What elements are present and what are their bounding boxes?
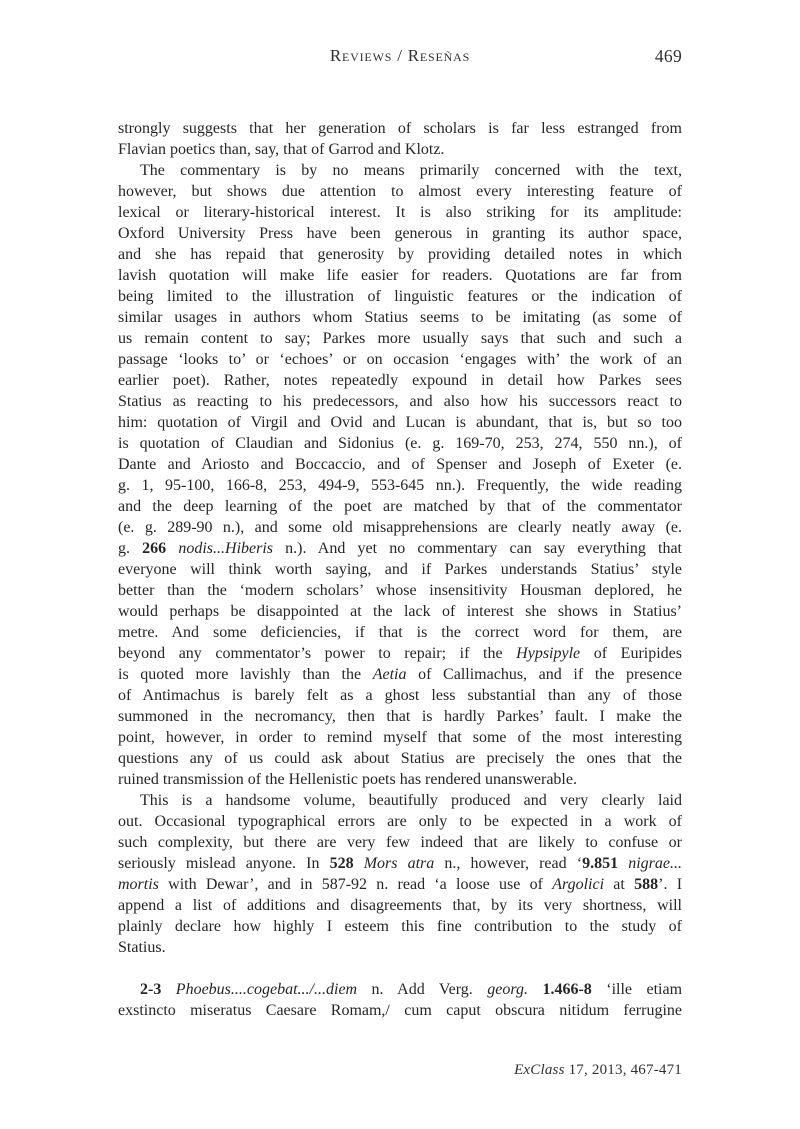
text-line: exstincto miseratus Caesare Romam,/ cum caput obscura nitidum ferrugine	[118, 1002, 682, 1019]
text-line: and the deep learning of the poet are matched by that of the commentator	[118, 498, 682, 515]
running-head-title: Reviews / Reseñas	[329, 46, 471, 65]
text-line: This is a handsome volume, beautifully produced and very clearly laid	[140, 792, 682, 809]
text-line: Statius.	[118, 939, 166, 956]
text-line: beyond any commentator’s power to repair; if the Hypsipyle of Euripides	[118, 645, 682, 662]
text-line: him: quotation of Virgil and Ovid and Lucan is abundant, that is, but so too	[118, 414, 682, 431]
text-line: g. 266 nodis...Hiberis n.). And yet no commentary can say everything that	[118, 540, 682, 557]
text-line: metre. And some deficiencies, if that is the correct word for them, are	[118, 624, 682, 641]
text-line: earlier poet). Rather, notes repeatedly expound in detail how Parkes sees	[118, 372, 682, 389]
review-body	[118, 118, 682, 1021]
text-line: questions any of us could ask about Statius are precisely the ones that the	[118, 750, 682, 767]
text-line: is quotation of Claudian and Sidonius (e. g. 169-70, 253, 274, 550 nn.), of	[118, 435, 682, 452]
journal-citation	[514, 1062, 682, 1079]
journal-name: ExClass	[514, 1062, 565, 1078]
text-line: point, however, in order to remind myself that some of the most interesting	[118, 729, 682, 746]
text-line: mortis with Dewar’, and in 587-92 n. read ‘a loose use of Argolici at 588’. I	[118, 876, 683, 893]
page-content	[118, 46, 682, 1021]
text-line: would perhaps be disappointed at the lack of interest she shows in Statius’	[118, 603, 682, 620]
paragraph	[118, 118, 682, 160]
text-line: seriously mislead anyone. In 528 Mors atra n., however, read ‘9.851 nigrae...	[118, 855, 682, 872]
text-line: Flavian poetics than, say, that of Garrod and Klotz.	[118, 141, 445, 158]
text-line: summoned in the necromancy, then that is hardly Parkes’ fault. I make the	[118, 708, 682, 725]
text-line: such complexity, but there are very few indeed that are likely to confuse or	[118, 834, 682, 851]
text-line: better than the ‘modern scholars’ whose insensitivity Housman deplored, he	[118, 582, 682, 599]
paragraph	[118, 160, 682, 790]
text-line: Oxford University Press have been generous in granting its author space,	[118, 225, 682, 242]
text-line: passage ‘looks to’ or ‘echoes’ or on occasion ‘engages with’ the work of an	[118, 351, 682, 368]
paragraph	[118, 790, 682, 958]
page-number: 469	[654, 46, 682, 66]
text-line: append a list of additions and disagreements that, by its very shortness, will	[118, 897, 682, 914]
text-line: 2-3 Phoebus....cogebat.../...diem n. Add Verg. georg. 1.466-8 ‘ille etiam	[140, 981, 683, 998]
text-line: and she has repaid that generosity by providing detailed notes in which	[118, 246, 682, 263]
text-line: similar usages in authors whom Statius seems to be imitating (as some of	[118, 309, 682, 326]
text-line: strongly suggests that her generation of scholars is far less estranged from	[118, 120, 682, 137]
text-line: lavish quotation will make life easier for readers. Quotations are far from	[118, 267, 682, 284]
citation-details: 17, 2013, 467-471	[564, 1062, 682, 1078]
text-line: of Antimachus is barely felt as a ghost less substantial than any of those	[118, 687, 682, 704]
text-line: ruined transmission of the Hellenistic poets has rendered unanswerable.	[118, 771, 577, 788]
text-line: however, but shows due attention to almost every interesting feature of	[118, 183, 682, 200]
text-line: everyone will think worth saying, and if Parkes understands Statius’ style	[118, 561, 682, 578]
text-line: g. 1, 95-100, 166-8, 253, 494-9, 553-645 nn.). Frequently, the wide reading	[118, 477, 682, 494]
running-header	[118, 46, 682, 66]
text-line: plainly declare how highly I esteem this fine contribution to the study of	[118, 918, 682, 935]
text-line: (e. g. 289-90 n.), and some old misapprehensions are clearly neatly away (e.	[118, 519, 682, 536]
text-line: lexical or literary-historical interest. It is also striking for its amplitude:	[118, 204, 682, 221]
paragraph	[118, 979, 682, 1021]
text-line: us remain content to say; Parkes more usually says that such and such a	[118, 330, 682, 347]
text-line: The commentary is by no means primarily concerned with the text,	[140, 162, 682, 179]
text-line: Dante and Ariosto and Boccaccio, and of Spenser and Joseph of Exeter (e.	[118, 456, 682, 473]
text-line: is quoted more lavishly than the Aetia of Callimachus, and if the presence	[118, 666, 682, 683]
text-line: out. Occasional typographical errors are only to be expected in a work of	[118, 813, 682, 830]
text-line: being limited to the illustration of linguistic features or the indication of	[118, 288, 682, 305]
text-line: Statius as reacting to his predecessors, and also how his successors react to	[118, 393, 682, 410]
